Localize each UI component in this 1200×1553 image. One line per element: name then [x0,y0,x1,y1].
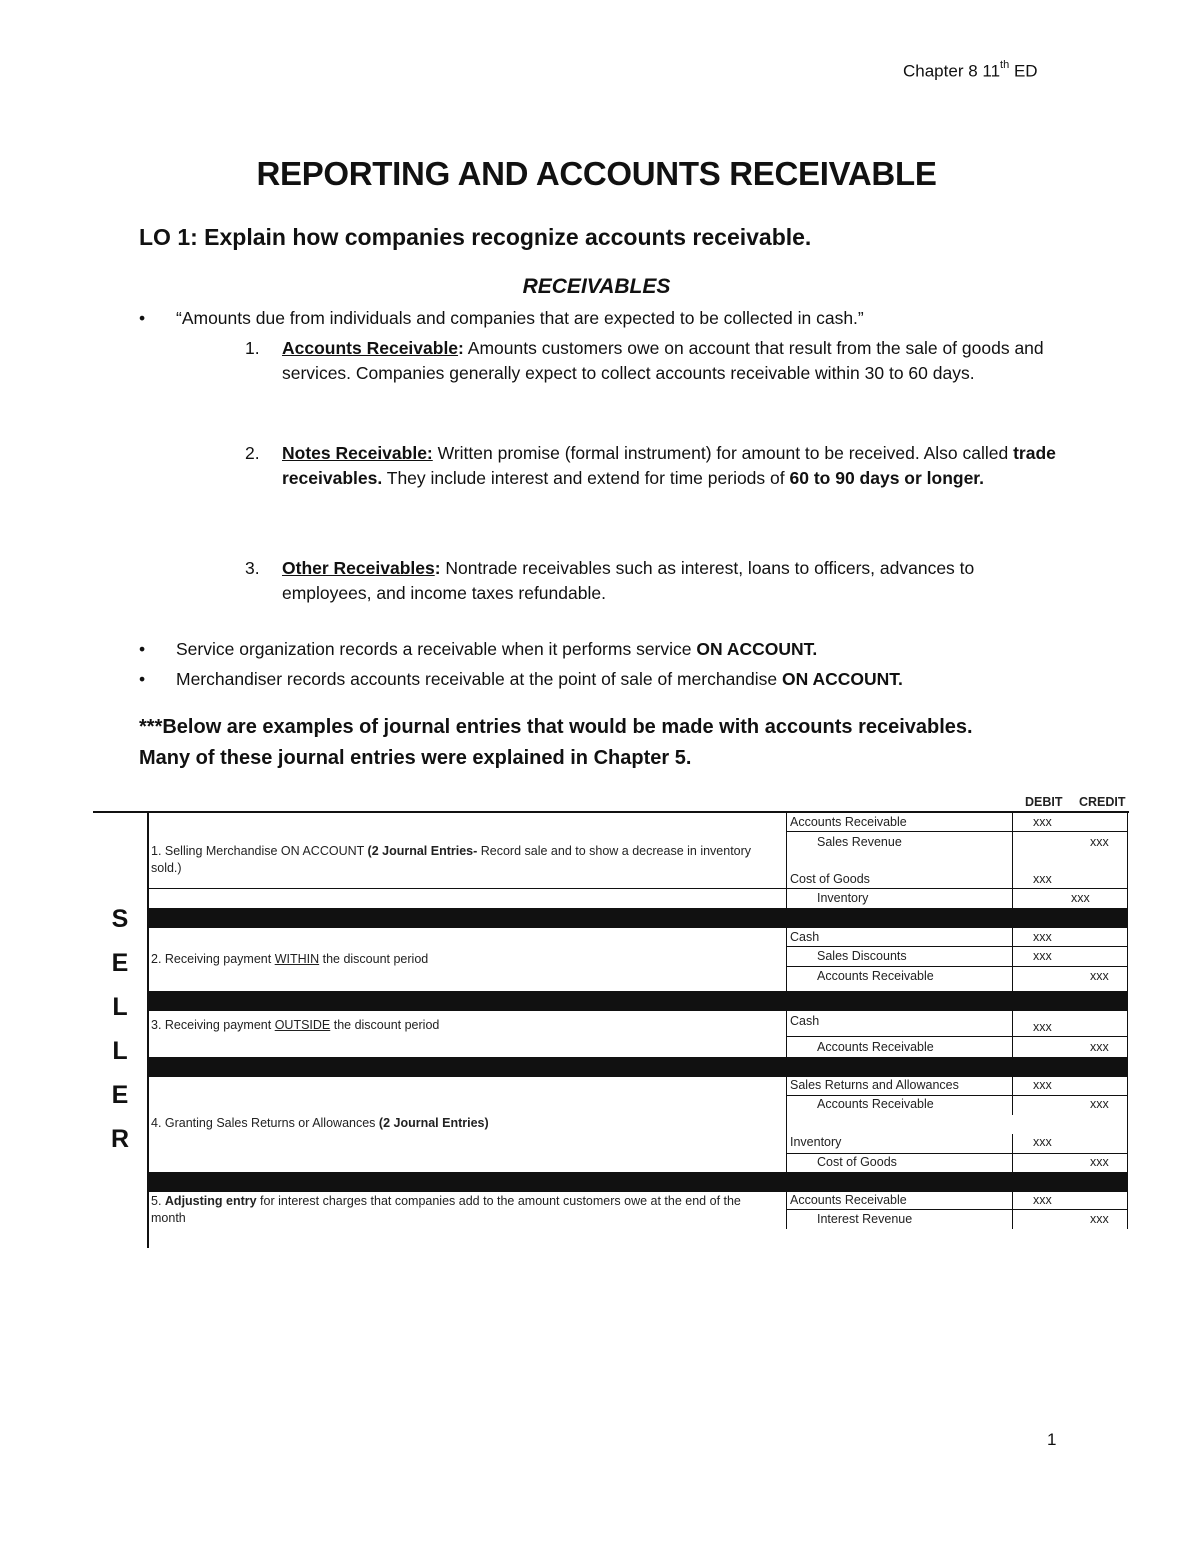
account-name: Inventory [817,891,869,905]
account-name: Inventory [790,1135,842,1149]
credit-amount: xxx [1090,969,1109,983]
seller-letter: L [112,993,128,1021]
debit-amount: xxx [1033,930,1052,944]
column-divider [786,813,787,908]
credit-amount: xxx [1090,1155,1109,1169]
page-number: 1 [1047,1430,1057,1449]
entry-2-description: 2. Receiving payment WITHIN the discount period [151,952,429,966]
account-name: Sales Revenue [817,835,902,849]
debit-amount: xxx [1033,872,1052,886]
column-divider [786,1192,787,1229]
bullet-icon: • [139,308,146,328]
entry-4-description: 4. Granting Sales Returns or Allowances (2 Journal Entries) [151,1116,489,1130]
column-divider [1012,1011,1013,1057]
document-title: REPORTING AND ACCOUNTS RECEIVABLE [256,155,937,192]
account-name: Accounts Receivable [817,969,934,983]
account-name: Accounts Receivable [790,1193,907,1207]
account-name: Cost of Goods [790,872,870,886]
separator-bar [148,1057,1128,1077]
account-name: Sales Discounts [817,949,907,963]
credit-column-header: CREDIT [1079,795,1126,809]
chapter-header: Chapter 8 11th ED [903,59,1038,81]
entry-5-description: 5. Adjusting entry for interest charges that companies add to the amount customers owe at the end of the month [151,1194,741,1225]
column-divider [786,928,787,991]
bullet-icon: • [139,669,146,689]
section-heading: RECEIVABLES [522,275,671,298]
table-right-border [1127,811,1128,1229]
learning-objective-heading: LO 1: Explain how companies recognize accounts receivable. [139,224,812,250]
credit-amount: xxx [1090,835,1109,849]
credit-amount: xxx [1090,1040,1109,1054]
seller-letter: L [112,1037,128,1065]
account-name: Cost of Goods [817,1155,897,1169]
table-top-border [93,811,1129,813]
account-name: Interest Revenue [817,1212,913,1226]
column-divider [1012,928,1013,991]
column-divider [1012,813,1013,908]
credit-amount: xxx [1071,891,1090,905]
column-divider [1012,1192,1013,1229]
seller-letter: R [110,1125,130,1153]
separator-bar [148,908,1128,928]
column-divider [786,1011,787,1057]
seller-letter: S [111,905,129,933]
seller-letter: E [111,1081,129,1109]
account-name: Cash [790,930,820,944]
debit-amount: xxx [1033,815,1052,829]
debit-column-header: DEBIT [1025,795,1063,809]
credit-amount: xxx [1090,1097,1109,1111]
debit-amount: xxx [1033,1020,1052,1034]
debit-amount: xxx [1033,1193,1052,1207]
examples-note: ***Below are examples of journal entries that would be made with accounts receivables. Many of these journal entries were explained in Chapter 5. [139,716,973,769]
list-item-other-receivables: 3. Other Receivables: Nontrade receivables such as interest, loans to officers, advances to employees, and income taxes refundable. [245,558,975,603]
account-name: Accounts Receivable [817,1040,934,1054]
account-name: Accounts Receivable [817,1097,934,1111]
entry-3-description: 3. Receiving payment OUTSIDE the discount period [151,1018,440,1032]
credit-amount: xxx [1090,1212,1109,1226]
list-item-notes-receivable: 2. Notes Receivable: Written promise (formal instrument) for amount to be received. Also called trade receivables. They include interest and extend for time periods of 60 to 90 days or longer. [245,443,1056,488]
account-name: Accounts Receivable [790,815,907,829]
debit-amount: xxx [1033,1078,1052,1092]
account-name: Sales Returns and Allowances [790,1078,959,1092]
separator-bar [148,991,1128,1011]
column-divider [1012,1077,1013,1115]
list-item-accounts-receivable: 1. Accounts Receivable: Amounts customers owe on account that result from the sale of goods and services. Companies generally expect to collect accounts receivable within 30 to 60 days. [245,338,1044,383]
debit-amount: xxx [1033,1135,1052,1149]
bullet-icon: • [139,639,146,659]
entry-1-description: 1. Selling Merchandise ON ACCOUNT (2 Journal Entries- Record sale and to show a decrease in inventory sold.) [151,844,752,875]
account-name: Cash [790,1014,820,1028]
separator-bar [148,1172,1128,1192]
debit-amount: xxx [1033,949,1052,963]
column-divider [786,1077,787,1172]
seller-letter: E [111,949,129,977]
